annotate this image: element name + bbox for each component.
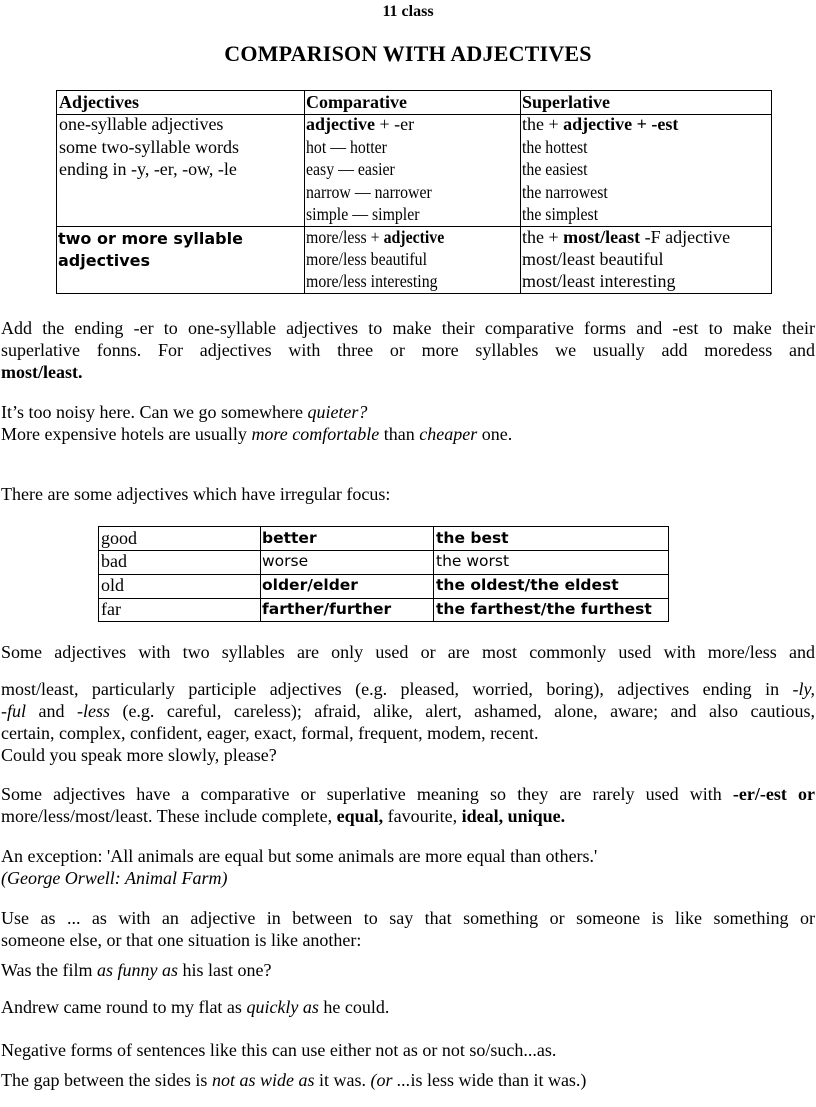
example-sentence xyxy=(1,423,815,445)
example-sentence xyxy=(1,401,815,423)
example-italic: quickly as xyxy=(246,997,319,1017)
paragraph-text: and xyxy=(26,701,77,721)
comparative-rule xyxy=(306,226,463,248)
paragraph-line xyxy=(1,805,815,827)
superlative-example: the simplest xyxy=(522,204,599,224)
paragraph-text: most/least, particularly participle adjectives (e.g. pleased, worried, boring), adjectives ending in xyxy=(1,679,793,699)
example-sentence xyxy=(1,959,815,981)
irregular-comparative: worse xyxy=(262,552,309,570)
comparative-example: narrow — narrower xyxy=(306,181,432,202)
example-italic: cheaper xyxy=(419,424,478,444)
row2-adjective-line: two or more syllable xyxy=(58,229,243,248)
paragraph-line: superlative fonns. For adjectives with three or more syllables we usually add moredess and xyxy=(1,340,815,360)
paragraph-line: Add the ending -er to one-syllable adjectives to make their comparative forms and -est to make their xyxy=(1,318,815,338)
superlative-rule-prefix: the + xyxy=(522,114,564,134)
example-text: his last one? xyxy=(178,960,272,980)
comparative-example: hot — hotter xyxy=(306,136,387,157)
paragraph-text: more/less/most/least. These include complete, xyxy=(1,806,337,826)
example-sentence xyxy=(1,996,815,1018)
irregular-base: bad xyxy=(101,551,127,571)
irregular-comparative: farther/further xyxy=(262,600,392,618)
comparison-table xyxy=(56,90,772,294)
superlative-rule-bold: most/least xyxy=(563,227,641,247)
meaning-paragraph xyxy=(1,783,815,827)
irregular-base: old xyxy=(101,575,125,595)
paragraph-italic: -ful xyxy=(1,701,26,721)
irregular-superlative: the farthest/the furthest xyxy=(436,600,652,618)
superlative-example: the hottest xyxy=(522,136,588,157)
irregular-superlative: the oldest/the eldest xyxy=(436,576,619,594)
row1-adjectives xyxy=(59,113,239,181)
as-as-paragraph xyxy=(1,907,815,951)
paragraph-line xyxy=(1,678,815,700)
comparative-rule xyxy=(306,113,449,136)
paragraph-line-bold: most/least. xyxy=(1,362,83,382)
quote-line: An exception: 'All animals are equal but some animals are more equal than others.' xyxy=(1,846,598,866)
paragraph-italic: -ly, xyxy=(792,679,815,699)
example-text: it was. xyxy=(314,1070,371,1090)
example-italic: quieter? xyxy=(307,402,368,422)
example-italic: not as wide as xyxy=(211,1070,315,1090)
irregular-superlative: the worst xyxy=(436,552,510,570)
comparative-rule-rest: + -er xyxy=(374,114,415,134)
paragraph-text: Some adjectives have a comparative or superlative meaning so they are rarely used with xyxy=(1,784,733,804)
superlative-example: most/least interesting xyxy=(522,271,676,291)
comparative-example: simple — simpler xyxy=(306,204,420,224)
example-italic: (or ... xyxy=(370,1070,411,1090)
paragraph-bold: equal, xyxy=(336,806,384,826)
example-text: is less wide than it was.) xyxy=(410,1070,587,1090)
row2-superlative xyxy=(522,226,730,292)
paragraph-text: (e.g. careful, careless); afraid, alike, alert, ashamed, alone, aware; and also cautious, xyxy=(109,701,815,721)
superlative-rule-rest: -F adjective xyxy=(640,227,731,247)
paragraph-line: Negative forms of sentences like this can use either not as or not so/such...as. xyxy=(1,1040,557,1060)
superlative-rule-prefix: the + xyxy=(522,227,564,247)
row1-adjective-line: some two-syllable words xyxy=(59,136,239,157)
example-sentence xyxy=(1,1069,815,1091)
example-sentence: Could you speak more slowly, please? xyxy=(1,745,277,765)
paragraph-line xyxy=(1,783,815,805)
example-text: Was the film xyxy=(1,960,98,980)
paragraph-bold: ideal, xyxy=(461,806,504,826)
row1-adjective-line: one-syllable adjectives xyxy=(59,114,224,134)
class-label: 11 class xyxy=(382,3,434,20)
example-italic: more comfortable xyxy=(251,424,380,444)
header-comparative: Comparative xyxy=(306,92,407,112)
rule-paragraph xyxy=(1,317,815,383)
superlative-rule-bold: adjective + -est xyxy=(563,114,679,134)
superlative-example: the easiest xyxy=(522,159,588,179)
irregular-comparative: better xyxy=(262,529,317,547)
example-text: one. xyxy=(477,424,513,444)
exception-quote xyxy=(1,845,815,889)
irregular-table xyxy=(98,526,669,622)
irregular-intro: There are some adjectives which have irregular focus: xyxy=(1,484,391,504)
header-adjectives: Adjectives xyxy=(59,92,139,112)
row2-adjectives xyxy=(58,228,243,272)
paragraph-text: favourite, xyxy=(383,806,462,826)
paragraph-line: Some adjectives with two syllables are only used or are most commonly used with more/less and xyxy=(1,642,815,662)
comparative-rule-prefix: more/less + xyxy=(306,227,384,247)
two-syllable-paragraph xyxy=(1,678,815,766)
irregular-base: good xyxy=(101,528,137,548)
irregular-comparative: older/elder xyxy=(262,576,358,594)
irregular-base: far xyxy=(101,599,121,619)
header-superlative: Superlative xyxy=(522,92,610,112)
irregular-superlative: the best xyxy=(436,529,509,547)
comparative-rule-bold: adjective xyxy=(306,114,375,134)
comparative-example: more/less beautiful xyxy=(306,249,427,269)
superlative-example: most/least beautiful xyxy=(522,249,664,269)
superlative-rule xyxy=(522,226,730,248)
paragraph-line: Use as ... as with an adjective in between to say that something or someone is like something or xyxy=(1,908,815,928)
page-title: COMPARISON WITH ADJECTIVES xyxy=(224,41,592,66)
row1-adjective-line: ending in -y, -er, -ow, -le xyxy=(59,159,237,179)
example-text: The gap between the sides is xyxy=(1,1070,212,1090)
example-text: Andrew came round to my flat as xyxy=(1,997,247,1017)
paragraph-bold: unique. xyxy=(507,806,566,826)
quote-source: (George Orwell: Animal Farm) xyxy=(1,868,228,888)
paragraph-line: someone else, or that one situation is like another: xyxy=(1,930,362,950)
example-text: More expensive hotels are usually xyxy=(1,424,252,444)
comparative-example: easy — easier xyxy=(306,159,395,179)
example-italic: as funny as xyxy=(97,960,179,980)
paragraph-italic: -less xyxy=(76,701,110,721)
example-text: than xyxy=(379,424,420,444)
paragraph-line: certain, complex, confident, eager, exact, formal, frequent, modem, recent. xyxy=(1,723,539,743)
paragraph-line xyxy=(1,700,815,722)
row1-comparative xyxy=(306,113,449,226)
superlative-example: the narrowest xyxy=(522,181,608,202)
row2-comparative xyxy=(306,226,463,292)
comparative-example: more/less interesting xyxy=(306,271,438,291)
row1-superlative xyxy=(522,113,678,226)
superlative-rule xyxy=(522,113,678,136)
example-text: he could. xyxy=(318,997,390,1017)
example-text: It’s too noisy here. Can we go somewhere xyxy=(1,402,308,422)
comparative-rule-bold: adjective xyxy=(383,227,445,247)
paragraph-bold: -er/-est or xyxy=(732,784,816,804)
row2-adjective-line: adjectives xyxy=(58,251,151,270)
